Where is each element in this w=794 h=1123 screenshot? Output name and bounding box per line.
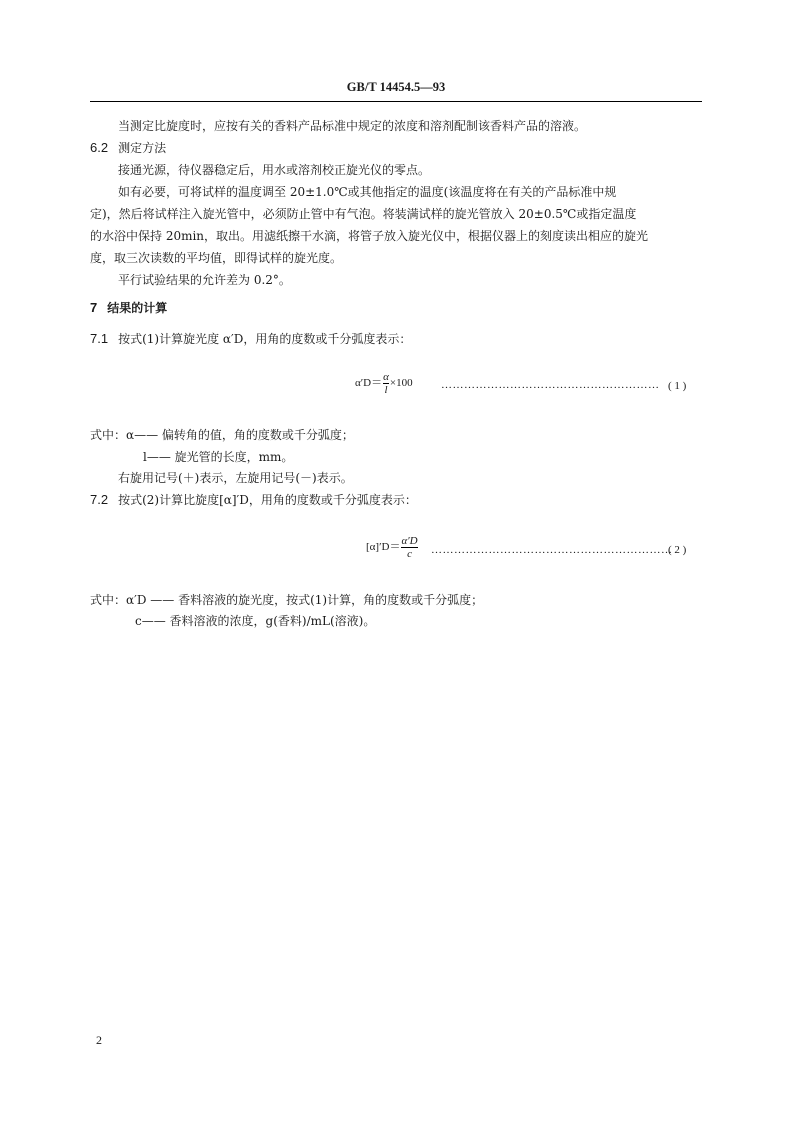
sign-convention-note: 右旋用记号(＋)表示，左旋用记号(－)表示。 (118, 471, 353, 485)
formula-1-label: ( 1 ) (668, 380, 687, 392)
subsection-7-2 (90, 492, 417, 508)
section-7-heading (90, 300, 167, 316)
formula-2-numerator: α′D (401, 535, 418, 547)
formula-1-lhs: α′D＝ (355, 377, 383, 390)
where-1-length: l—— 旋光管的长度，mm。 (143, 450, 294, 464)
subsection-7-1-text: 按式(1)计算旋光度 α′D，用角的度数或千分弧度表示： (118, 332, 412, 346)
subsection-6-2-title: 测定方法 (118, 141, 167, 155)
formula-2-label: ( 2 ) (668, 544, 687, 556)
section-7-number: 7 (90, 300, 98, 315)
formula-2-fraction (401, 535, 417, 560)
formula-1-fraction (383, 371, 389, 396)
paragraph-procedure-line-2: 定)，然后将试样注入旋光管中，必须防止管中有气泡。将装满试样的旋光管放入 20±0.5℃或指定温度 (90, 207, 637, 221)
formula-1-denominator: l (384, 384, 388, 396)
where-2-alpha (90, 592, 483, 608)
where-2-alpha-text: α′D —— 香料溶液的旋光度，按式(1)计算，角的度数或千分弧度； (126, 593, 484, 607)
paragraph-procedure-line-1: 如有必要，可将试样的温度调至 20±1.0℃或其他指定的温度(该温度将在有关的产品标准中规 (118, 185, 617, 199)
subsection-6-2-heading (90, 140, 166, 156)
header-divider (90, 101, 702, 102)
formula-1-numerator: α (383, 371, 389, 383)
formula-2-lhs: [α]′D＝ (366, 541, 401, 554)
formula-2 (366, 535, 419, 560)
paragraph-procedure-line-3: 的水浴中保持 20min，取出。用滤纸擦干水滴，将管子放入旋光仪中，根据仪器上的刻度读出相应的旋光 (90, 229, 649, 243)
subsection-7-2-text: 按式(2)计算比旋度[α]′D，用角的度数或千分弧度表示： (118, 493, 417, 507)
formula-2-denominator: c (401, 547, 417, 560)
formula-2-leader-dots: ……………………………………………………… (431, 544, 673, 556)
intro-line: 当测定比旋度时，应按有关的香料产品标准中规定的浓度和溶剂配制该香料产品的溶液。 (118, 119, 587, 133)
paragraph-zero-calibration: 接通光源，待仪器稳定后，用水或溶剂校正旋光仪的零点。 (118, 163, 431, 177)
where-1-alpha-text: α—— 偏转角的值，角的度数或千分弧度； (126, 428, 354, 442)
where-2-prefix: 式中： (90, 593, 127, 607)
standard-code-header: GB/T 14454.5—93 (346, 80, 446, 94)
formula-1-rhs: ×100 (389, 377, 413, 390)
subsection-7-1 (90, 331, 411, 347)
subsection-7-1-number: 7.1 (90, 331, 109, 346)
formula-1 (355, 371, 413, 396)
section-7-title: 结果的计算 (107, 301, 168, 315)
subsection-6-2-number: 6.2 (90, 140, 109, 155)
where-1-prefix: 式中： (90, 428, 127, 442)
subsection-7-2-number: 7.2 (90, 492, 109, 507)
formula-1-leader-dots: ………………………………………………… (441, 379, 660, 391)
where-1-alpha (90, 427, 354, 443)
where-2-concentration: c—— 香料溶液的浓度，g(香料)/mL(溶液)。 (135, 614, 376, 628)
paragraph-tolerance: 平行试验结果的允许差为 0.2°。 (118, 273, 291, 287)
paragraph-procedure-line-4: 度，取三次读数的平均值，即得试样的旋光度。 (90, 251, 343, 265)
page-number: 2 (96, 1033, 102, 1047)
